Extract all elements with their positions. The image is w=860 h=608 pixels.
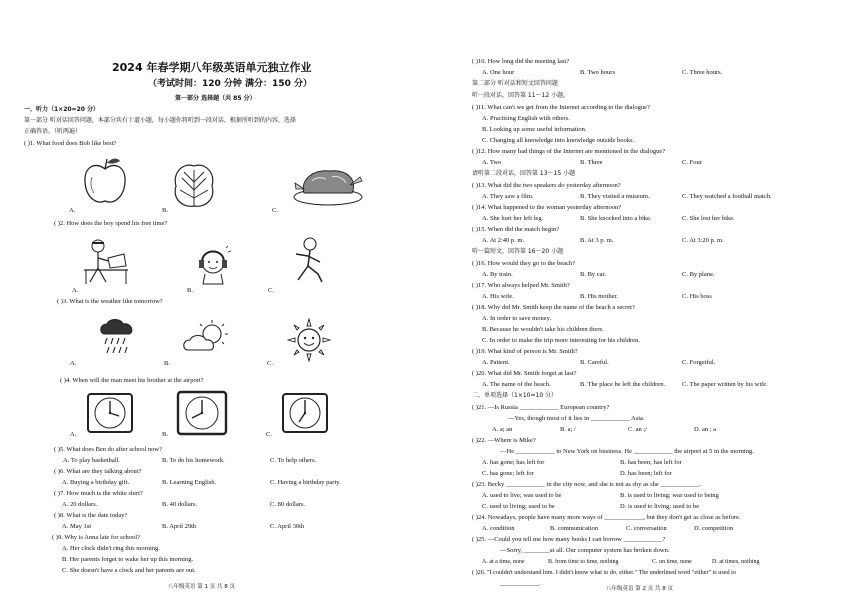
q11-option-b: B. Looking up some useful information. — [482, 126, 587, 133]
part-one-heading: 第一部分 选择题（共 85 分） — [175, 95, 256, 102]
page-footer: 八年级英语 第 1 页 共 8 页 — [168, 584, 235, 590]
q23-option-a: A. used to live; was used to be — [482, 492, 562, 499]
q15-option-c: C. At 3:20 p. m. — [682, 237, 724, 244]
q1-option-b: B. — [162, 207, 168, 214]
question-12: ( )12. How many bad things of the Internet are mentioned in the dialogue? — [472, 148, 666, 155]
q5-option-c: C. To help others. — [270, 457, 317, 464]
q21-option-d: D. an ; a — [694, 426, 717, 433]
question-22-reply: —He ____________ to New York on business. He ____________ the airport at 5 in the morning. — [500, 448, 754, 455]
question-7: ( )7. How much is the white shirt? — [54, 490, 143, 497]
dialogue-one-heading: 听一段对话，回答第 11～12 小题。 — [472, 92, 570, 99]
question-18: ( )18. Why did Mr. Smith keep the name of the beach a secret? — [472, 304, 635, 311]
q14-option-a: A. She hurt her left leg. — [482, 215, 544, 222]
q22-option-a: A. has gone; has left for — [482, 459, 545, 466]
question-3: ( )3. What is the weather like tomorrow? — [57, 298, 163, 305]
rain-icon — [97, 316, 137, 358]
q24-option-b: B. communication — [550, 525, 599, 532]
question-8: ( )8. What is the date today? — [54, 512, 128, 519]
q9-option-b: B. Her parents forget to wake her up this morning. — [62, 556, 194, 563]
question-25-reply: —Sorry, ________at all. Our computer system has broken down. — [500, 547, 670, 554]
q3-option-b: B. — [164, 360, 170, 367]
q14-option-c: C. She lost her bike. — [682, 215, 735, 222]
q5-option-a: A. To play basketball. — [63, 457, 121, 464]
clock-icon — [176, 390, 228, 436]
q17-option-b: B. His mother. — [580, 293, 618, 300]
q12-option-c: C. Four — [682, 159, 702, 166]
q13-option-a: A. They saw a film. — [482, 193, 534, 200]
q6-option-a: A. Buying a birthday gift. — [62, 479, 130, 486]
clock-icon — [281, 392, 329, 434]
q16-option-a: A. By train. — [482, 271, 513, 278]
question-6: ( )6. What are they talking about? — [54, 468, 142, 475]
q11-option-a: A. Practising English with others. — [482, 115, 570, 122]
question-24: ( )24. Nowadays, people have many more ways of ____________, but they don't get as close as before. — [472, 514, 741, 521]
q8-option-a: A. May 1st — [62, 523, 92, 530]
part-two-heading: 第二部分 听对话和短文回答问题 — [472, 80, 558, 87]
question-15: ( )15. When did the match begin? — [472, 226, 560, 233]
question-9: ( )9. Why is Anna late for school? — [52, 534, 140, 541]
q19-option-a: A. Patient. — [482, 359, 510, 366]
question-14: ( )14. What happened to the woman yesterday afternoon? — [472, 204, 622, 211]
q3-option-a: A. — [70, 360, 77, 367]
exam-page-2 — [430, 0, 860, 608]
apple-icon — [80, 155, 130, 207]
q18-option-a: A. In order to save money. — [482, 315, 552, 322]
q9-option-a: A. Her clock didn't ring this morning. — [62, 545, 160, 552]
q23-option-b: B. is used to living; was used to being — [620, 492, 719, 499]
multiple-choice-heading: 二、单项选择（1×10=10 分） — [472, 392, 558, 399]
q17-option-a: A. His wife. — [482, 293, 514, 300]
q15-option-a: A. At 2:40 p. m. — [482, 237, 525, 244]
q16-option-b: B. By car. — [580, 271, 606, 278]
q18-option-b: B. Because he wouldn't take his children there. — [482, 326, 604, 333]
q10-option-c: C. Three hours. — [682, 69, 723, 76]
q21-option-a: A. a; an — [492, 426, 513, 433]
question-21: ( )21. —Is Russia ____________ European country? — [472, 404, 610, 411]
question-26: ( )26. "I couldn't understand him. I didn't know what to do, either." The underlined word "either" is used to — [472, 569, 736, 576]
question-2: ( )2. How does the boy spend his free time? — [54, 220, 168, 227]
question-22: ( )22. —Where is Mike? — [472, 437, 536, 444]
q24-option-a: A. condition — [482, 525, 515, 532]
q13-option-c: C. They watched a football match. — [682, 193, 772, 200]
q20-option-a: A. The name of the beach. — [482, 381, 551, 388]
q11-option-c: C. Changing all knowledge into knowledge outside books. — [482, 137, 635, 144]
question-11: ( )11. What can't we get from the Internet according to the dialogue? — [472, 104, 650, 111]
q18-option-c: C. In order to make the trip more interesting for his children. — [482, 337, 640, 344]
q5-option-b: B. To do his homework. — [162, 457, 225, 464]
q22-option-c: C. has gone; left for — [482, 470, 534, 477]
q13-option-b: B. They visited a museum. — [580, 193, 650, 200]
q25-option-d: D. at times, nothing — [712, 559, 760, 565]
q2-option-a: A. — [72, 287, 79, 294]
q21-option-b: B. a; / — [560, 426, 576, 433]
q20-option-b: B. The place he left the children. — [580, 381, 666, 388]
question-10: ( )10. How long did the meeting last? — [472, 58, 570, 65]
q4-option-c: C. — [266, 431, 272, 438]
boy-reading-icon — [78, 236, 133, 286]
question-1: ( )1. What food does Bob like best? — [24, 140, 117, 147]
q1-option-c: C. — [272, 207, 278, 214]
q4-option-a: A. — [70, 431, 77, 438]
question-23: ( )23. Becky ____________ in the city now, and she is not as shy as she ____________. — [472, 481, 702, 488]
clock-icon — [86, 392, 134, 434]
q1-option-a: A. — [69, 207, 76, 214]
q2-option-c: C. — [268, 287, 274, 294]
listening-instructions-line2: 正确答语。（听两遍） — [24, 128, 82, 135]
sun-cloud-icon — [182, 318, 232, 358]
q20-option-c: C. The paper written by his wife. — [682, 381, 768, 388]
page-footer: 八年级英语 第 2 页 共 8 页 — [606, 586, 673, 592]
q21-option-c: C. an ;/ — [628, 426, 647, 433]
passage-heading: 听一篇短文，回答第 16～20 小题 — [472, 248, 564, 255]
question-5: ( )5. What does Ben do after school now? — [54, 446, 163, 453]
q7-option-a: A. 20 dollars. — [62, 501, 98, 508]
q6-option-b: B. Learning English. — [162, 479, 217, 486]
q10-option-a: A. One hour — [482, 69, 515, 76]
q22-option-d: D. has been; left for — [620, 470, 672, 477]
q25-option-c: C. on time, none — [652, 559, 692, 565]
q23-option-c: C. used to living; used to be — [482, 503, 555, 510]
q3-option-c: C. — [267, 360, 273, 367]
sun-icon — [287, 318, 331, 362]
boy-running-icon — [288, 236, 328, 286]
question-13: ( )13. What did the two speakers do yesterday afternoon? — [472, 182, 621, 189]
q4-option-b: B. — [162, 431, 168, 438]
q19-option-b: B. Careful. — [580, 359, 609, 366]
question-19: ( )19. What kind of person is Mr. Smith? — [472, 348, 578, 355]
q7-option-c: C. 80 dollars. — [270, 501, 306, 508]
q16-option-c: C. By plane. — [682, 271, 715, 278]
question-20: ( )20. What did Mr. Smith forget at last? — [472, 370, 577, 377]
q15-option-b: B. At 3 p. m. — [580, 237, 614, 244]
q8-option-b: B. April 29th — [162, 523, 197, 530]
question-16: ( )16. How would they go to the beach? — [472, 260, 576, 267]
question-26-blank: ____________. — [500, 580, 541, 587]
q25-option-b: B. from time to time, nothing — [548, 559, 619, 565]
dialogue-two-heading: 请听第二段对话，回答第 13～15 小题 — [472, 170, 576, 177]
listening-section-heading: 一、听力（1×20=20 分） — [24, 106, 100, 113]
q25-option-a: A. at a time, none — [482, 559, 525, 565]
question-21-reply: —Yes, though most of it lies in ____________ Asia. — [508, 415, 645, 422]
question-25: ( )25. —Could you tell me how many books I can borrow ____________? — [472, 536, 666, 543]
q8-option-c: C. April 30th — [270, 523, 305, 530]
cabbage-icon — [170, 160, 218, 210]
q17-option-c: C. His boss — [682, 293, 712, 300]
q14-option-b: B. She knocked into a bike. — [580, 215, 652, 222]
q2-option-b: B. — [187, 287, 193, 294]
q19-option-c: C. Forgetful. — [682, 359, 716, 366]
roast-chicken-icon — [292, 163, 364, 208]
q6-option-c: C. Having a birthday party. — [270, 479, 341, 486]
listening-instructions-line1: 第一部分 听对话回答问题，本部分共有十道小题，每小题你将听到一段对话，根据所听到的内容，选择 — [24, 117, 296, 124]
q9-option-c: C. She doesn't have a clock and her parents are out. — [62, 567, 196, 574]
girl-headphones-icon — [193, 244, 233, 286]
exam-title: 2024 年春学期八年级英语单元独立作业 — [112, 61, 312, 74]
q10-option-b: B. Two hours — [580, 69, 615, 76]
question-4: ( )4. When will the man meet his brother at the airport? — [60, 377, 204, 384]
q7-option-b: B. 40 dollars. — [162, 501, 198, 508]
q24-option-c: C. conversation — [626, 525, 667, 532]
exam-subtitle: （考试时间：120 分钟 满分：150 分） — [148, 79, 312, 89]
q24-option-d: D. competition — [694, 525, 733, 532]
q12-option-a: A. Two — [482, 159, 502, 166]
q22-option-b: B. has been; has left for — [620, 459, 682, 466]
q23-option-d: D. is used to living; used to be — [620, 503, 700, 510]
q12-option-b: B. Three — [580, 159, 603, 166]
question-17: ( )17. Who always helped Mr. Smith? — [472, 282, 570, 289]
